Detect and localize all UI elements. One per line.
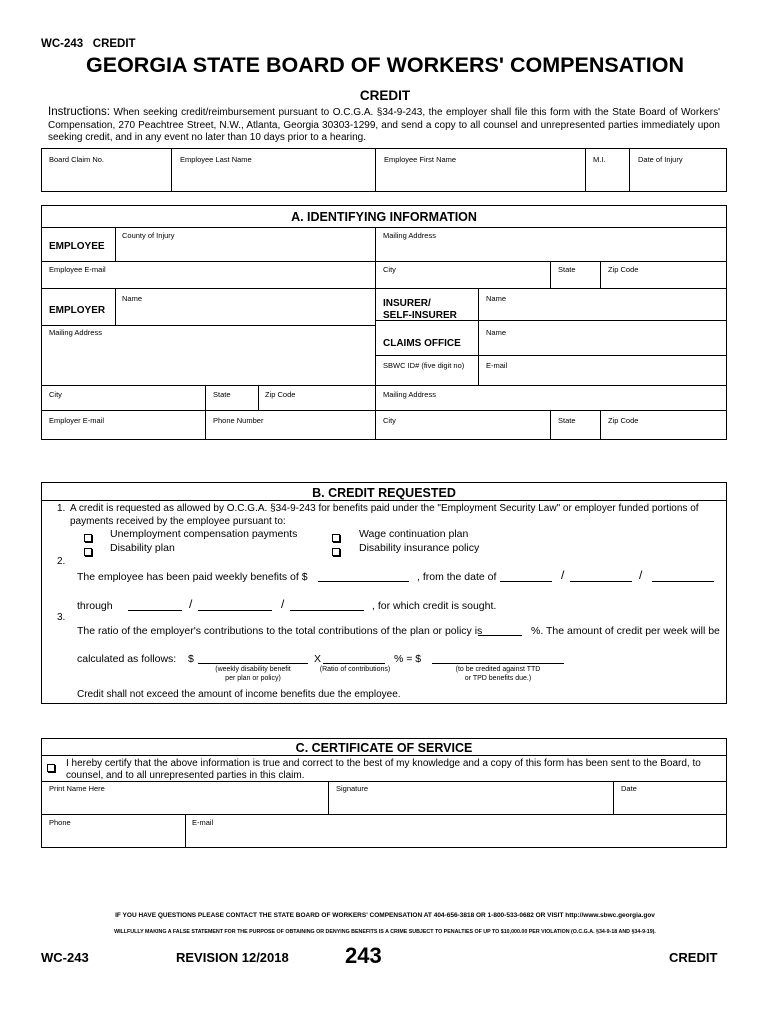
print-name-field[interactable]: Print Name Here — [49, 784, 105, 793]
credit-amount-input[interactable] — [432, 663, 564, 664]
date-field[interactable]: Date — [621, 784, 637, 793]
employer-phone-field[interactable]: Phone Number — [213, 416, 264, 425]
credit-limit-text: Credit shall not exceed the amount of income benefits due the employee. — [77, 689, 401, 700]
calc-label: calculated as follows: — [77, 653, 177, 665]
ratio-calc-input[interactable] — [323, 663, 385, 664]
employer-city-field[interactable]: City — [49, 390, 62, 399]
disability-plan-label: Disability plan — [110, 542, 175, 554]
weekly-note-line2: per plan or policy) — [225, 675, 281, 682]
item3-tail: %. The amount of credit per week will be — [531, 625, 720, 637]
item1-text-line2: payments received by the employee pursuant to: — [70, 516, 286, 527]
employee-heading: EMPLOYEE — [49, 241, 105, 252]
form-code-top — [41, 38, 136, 50]
calc-times: X — [314, 653, 322, 665]
signature-field[interactable]: Signature — [336, 784, 369, 793]
calc-percent-equals: % = $ — [394, 653, 422, 665]
claims-office-state-field[interactable]: State — [558, 416, 576, 425]
item1-text-line1: A credit is requested as allowed by O.C.G.A. §34-9-243 for benefits paid under the "Employment Security Law" or employer funded portions of — [70, 503, 699, 514]
claims-office-email-field[interactable]: E-mail — [486, 361, 508, 370]
for-which-label: , for which credit is sought. — [372, 600, 497, 612]
ratio-note: (Ratio of contributions) — [319, 666, 391, 673]
employer-name-field[interactable]: Name — [122, 294, 143, 303]
item3-text: The ratio of the employer's contributions to the total contributions of the plan or policy is — [77, 625, 483, 637]
footer-form-code: WC-243 — [41, 950, 89, 965]
disability-plan-checkbox[interactable] — [84, 543, 92, 561]
employee-last-name-field[interactable]: Employee Last Name — [180, 155, 252, 164]
agency-title: GEORGIA STATE BOARD OF WORKERS' COMPENSATION — [86, 53, 684, 77]
credited-note — [432, 665, 564, 683]
instructions — [48, 106, 720, 145]
checkbox-square-icon — [84, 548, 92, 556]
through-label: through — [77, 600, 113, 612]
footer-questions: IF YOU HAVE QUESTIONS PLEASE CONTACT THE STATE BOARD OF WORKERS' COMPENSATION AT 404-656-3818 OR 1-800-533-0682 OR VISIT http://www.sbwc.georgia.gov — [115, 912, 655, 919]
claims-office-zip-field[interactable]: Zip Code — [608, 416, 639, 425]
disability-insurance-label: Disability insurance policy — [359, 542, 480, 554]
claims-office-heading: CLAIMS OFFICE — [383, 338, 461, 349]
through-slash-2: / — [281, 597, 285, 611]
instructions-text: When seeking credit/reimbursement pursuant to O.C.G.A. §34-9-243, the employer shall file this form with the State Board of Workers' Compensation, 270 Peachtree Street, N.W., Atlanta, Georgia 30303-1299, and send a copy to all counsel and unrepresented parties immediately upon seeking credit, and in any event no later than 10 days prior to a hearing. — [48, 107, 720, 143]
credited-note-line1: (to be credited against TTD — [455, 666, 541, 673]
weekly-benefit-note — [198, 665, 308, 683]
employee-city-field[interactable]: City — [383, 265, 396, 274]
credited-note-line2: or TPD benefits due.) — [464, 675, 532, 682]
phone-field[interactable]: Phone — [49, 818, 71, 827]
certify-line1: I hereby certify that the above information is true and correct to the best of my knowledge and a copy of this form has been sent to the Board, to — [66, 758, 701, 769]
section-a — [41, 205, 727, 440]
from-date-slash-2: / — [639, 568, 643, 582]
claims-office-mailing-address-field[interactable]: Mailing Address — [383, 390, 436, 399]
from-date-year-input[interactable] — [652, 581, 714, 582]
checkbox-square-icon — [332, 548, 340, 556]
insurer-heading — [383, 298, 457, 322]
section-a-title: A. IDENTIFYING INFORMATION — [291, 210, 477, 224]
item2-number: 2. — [57, 556, 66, 567]
employer-heading: EMPLOYER — [49, 305, 106, 316]
from-date-month-input[interactable] — [500, 581, 552, 582]
form-title: CREDIT — [359, 88, 411, 103]
checkbox-square-icon — [84, 534, 92, 542]
section-b-title: B. CREDIT REQUESTED — [312, 486, 456, 500]
insurer-name-field[interactable]: Name — [486, 294, 507, 303]
footer-form-number: 243 — [345, 943, 382, 968]
sbwc-id-field[interactable]: SBWC ID# (five digit no) — [383, 361, 465, 370]
employer-zip-field[interactable]: Zip Code — [265, 390, 296, 399]
item1-number: 1. — [57, 503, 66, 514]
claims-office-name-field[interactable]: Name — [486, 328, 507, 337]
date-of-injury-field[interactable]: Date of Injury — [638, 155, 683, 164]
wage-continuation-label: Wage continuation plan — [359, 528, 469, 540]
form-code-top-text: WC-243 — [41, 38, 84, 50]
mi-field[interactable]: M.I. — [593, 155, 606, 164]
checkbox-square-icon — [47, 764, 55, 772]
employee-zip-field[interactable]: Zip Code — [608, 265, 639, 274]
claims-office-city-field[interactable]: City — [383, 416, 396, 425]
section-c-title: C. CERTIFICATE OF SERVICE — [295, 741, 473, 755]
item3-number: 3. — [57, 612, 66, 623]
employee-mailing-address-field[interactable]: Mailing Address — [383, 231, 436, 240]
weekly-benefit-calc-input[interactable] — [198, 663, 308, 664]
employer-email-field[interactable]: Employer E-mail — [49, 416, 105, 425]
employer-mailing-address-field[interactable]: Mailing Address — [49, 328, 102, 337]
checkbox-square-icon — [332, 534, 340, 542]
calc-dollar: $ — [188, 653, 194, 665]
board-claim-no-field[interactable]: Board Claim No. — [49, 155, 105, 164]
insurer-heading-line1: INSURER/ — [383, 298, 431, 309]
weekly-note-line1: (weekly disability benefit — [215, 666, 291, 673]
footer-revision: REVISION 12/2018 — [176, 950, 289, 965]
certify-line2: counsel, and to all unrepresented parties in this claim. — [66, 770, 305, 781]
footer-form-name: CREDIT — [669, 950, 718, 965]
ratio-percent-input[interactable] — [478, 635, 522, 636]
through-month-input[interactable] — [128, 610, 182, 611]
email-field[interactable]: E-mail — [192, 818, 214, 827]
employee-state-field[interactable]: State — [558, 265, 576, 274]
from-date-slash-1: / — [561, 568, 565, 582]
footer-warning: WILLFULLY MAKING A FALSE STATEMENT FOR THE PURPOSE OF OBTAINING OR DENYING BENEFITS IS A CRIME SUBJECT TO PENALTIES OF UP TO $10,000.00 PER VIOLATION (O.C.G.A. §34-9-18 AND §34-9-19). — [114, 929, 656, 935]
insurer-heading-line2: SELF-INSURER — [383, 310, 457, 321]
through-day-input[interactable] — [198, 610, 272, 611]
form-name-top-text: CREDIT — [92, 38, 136, 50]
employee-first-name-field[interactable]: Employee First Name — [384, 155, 457, 164]
disability-insurance-checkbox[interactable] — [332, 543, 340, 561]
employer-state-field[interactable]: State — [213, 390, 231, 399]
county-of-injury-field[interactable]: County of Injury — [122, 231, 175, 240]
through-slash-1: / — [189, 597, 193, 611]
instructions-label: Instructions: — [48, 106, 110, 118]
weekly-benefits-input[interactable] — [318, 581, 409, 582]
certify-checkbox[interactable] — [47, 759, 55, 777]
through-year-input[interactable] — [290, 610, 364, 611]
employee-email-field[interactable]: Employee E-mail — [49, 265, 106, 274]
item2-text: The employee has been paid weekly benefits of $ — [77, 571, 308, 583]
from-date-label: , from the date of — [417, 571, 497, 583]
unemployment-label: Unemployment compensation payments — [110, 528, 298, 540]
from-date-day-input[interactable] — [570, 581, 632, 582]
